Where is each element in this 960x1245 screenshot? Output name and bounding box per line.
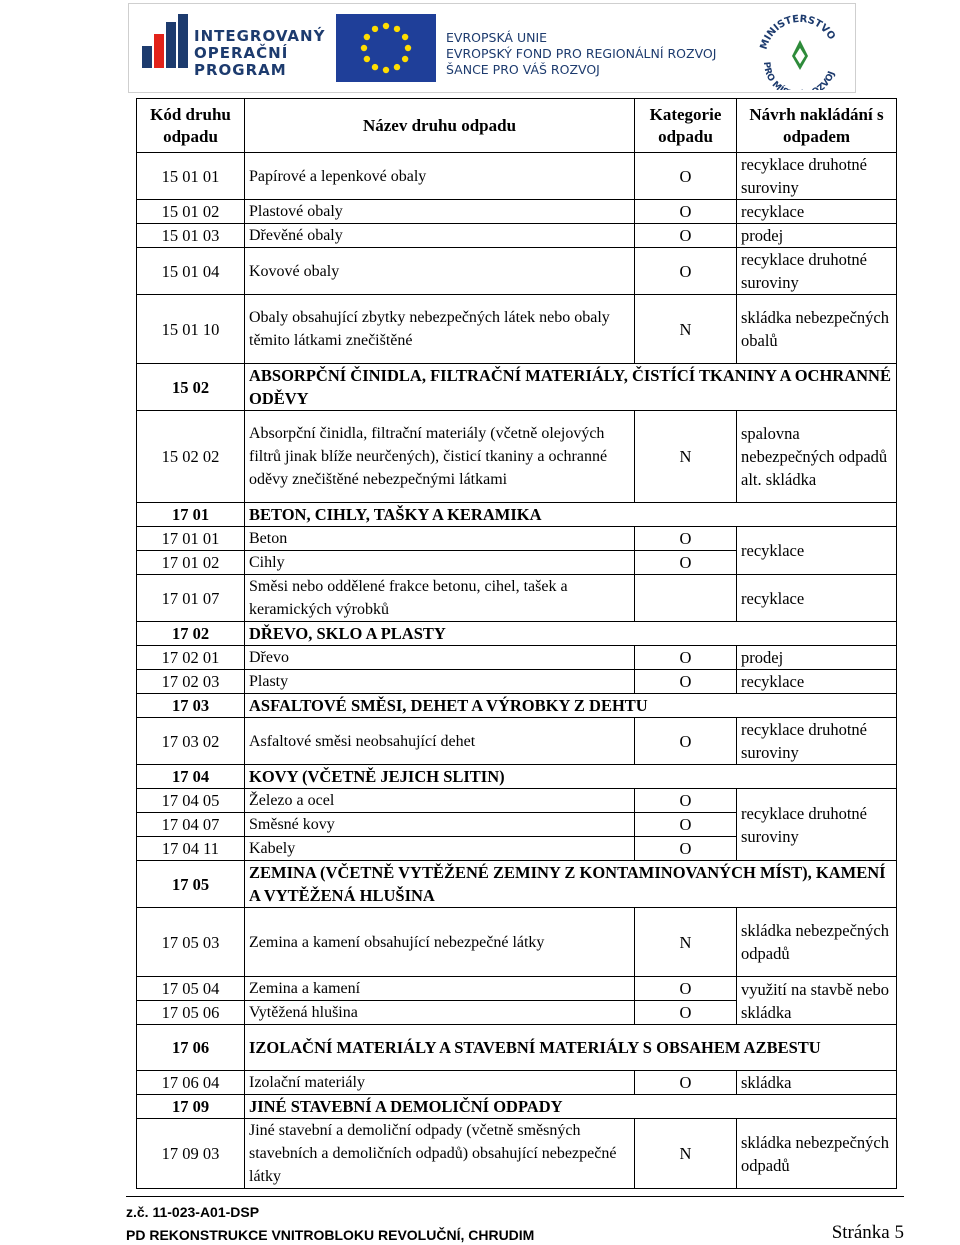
section-title: BETON, CIHLY, TAŠKY A KERAMIKA	[245, 503, 897, 527]
row-category: O	[635, 248, 737, 295]
table-row	[137, 718, 897, 765]
table-row	[137, 224, 897, 248]
section-title: IZOLAČNÍ MATERIÁLY A STAVEBNÍ MATERIÁLY S OBSAHEM AZBESTU	[245, 1025, 897, 1071]
section-title: JINÉ STAVEBNÍ A DEMOLIČNÍ ODPADY	[245, 1095, 897, 1119]
row-handling: recyklace druhotné suroviny	[737, 153, 897, 200]
row-name: Směsi nebo oddělené frakce betonu, cihel, tašek a keramických výrobků	[245, 575, 635, 622]
row-code: 17 03 02	[137, 718, 245, 765]
eu-star	[394, 26, 400, 32]
table-row	[137, 1071, 897, 1095]
row-code: 17 02	[137, 622, 245, 646]
row-code: 17 09 03	[137, 1119, 245, 1189]
row-code: 17 05 04	[137, 977, 245, 1001]
section-title: ABSORPČNÍ ČINIDLA, FILTRAČNÍ MATERIÁLY, ČISTÍCÍ TKANINY A OCHRANNÉ ODĚVY	[245, 364, 897, 411]
section-row	[137, 765, 897, 789]
row-category: N	[635, 295, 737, 364]
table-row	[137, 527, 897, 551]
section-title: ASFALTOVÉ SMĚSI, DEHET A VÝROBKY Z DEHTU	[245, 694, 897, 718]
row-category: N	[635, 411, 737, 503]
eu-star	[383, 23, 389, 29]
row-category: O	[635, 153, 737, 200]
iop-line-1: INTEGROVANÝ	[194, 27, 326, 45]
row-name: Dřevo	[245, 646, 635, 670]
row-category: O	[635, 200, 737, 224]
row-code: 17 04 11	[137, 837, 245, 861]
section-row	[137, 503, 897, 527]
eu-line-1: EVROPSKÁ UNIE	[446, 30, 548, 45]
row-name: Zemina a kamení	[245, 977, 635, 1001]
eu-star	[372, 64, 378, 70]
row-category: O	[635, 1001, 737, 1025]
section-title: KOVY (VČETNĚ JEJICH SLITIN)	[245, 765, 897, 789]
row-category: N	[635, 1119, 737, 1189]
waste-table	[136, 98, 897, 1189]
table-row	[137, 295, 897, 364]
header-name: Název druhu odpadu	[245, 99, 635, 153]
eu-logo	[336, 14, 736, 84]
eu-star	[402, 56, 408, 62]
section-row	[137, 694, 897, 718]
eu-star	[364, 56, 370, 62]
row-name: Izolační materiály	[245, 1071, 635, 1095]
row-code: 15 01 04	[137, 248, 245, 295]
eu-line-3: ŠANCE PRO VÁŠ ROZVOJ	[446, 62, 600, 77]
eu-star	[394, 64, 400, 70]
row-code: 17 05 06	[137, 1001, 245, 1025]
row-category: O	[635, 224, 737, 248]
row-code: 17 05	[137, 861, 245, 908]
row-code: 17 04	[137, 765, 245, 789]
row-name: Papírové a lepenkové obaly	[245, 153, 635, 200]
row-code: 17 06 04	[137, 1071, 245, 1095]
table-row	[137, 646, 897, 670]
row-handling: skládka nebezpečných odpadů	[737, 1119, 897, 1189]
table-row	[137, 670, 897, 694]
row-code: 17 04 05	[137, 789, 245, 813]
row-category: O	[635, 837, 737, 861]
footer-page-number: Stránka 5	[831, 1222, 904, 1243]
eu-flag-icon	[336, 14, 436, 82]
iop-bars-icon	[140, 14, 190, 70]
table-row	[137, 575, 897, 622]
eu-star	[405, 45, 411, 51]
header-handling: Návrh nakládání s odpadem	[737, 99, 897, 153]
eu-star	[372, 26, 378, 32]
row-category: O	[635, 789, 737, 813]
table-row	[137, 789, 897, 813]
row-code: 17 06	[137, 1025, 245, 1071]
row-category	[635, 575, 737, 622]
table-row	[137, 977, 897, 1001]
iop-line-2: OPERAČNÍ	[194, 44, 289, 62]
table-header-row	[137, 99, 897, 153]
row-code: 17 01	[137, 503, 245, 527]
row-code: 17 09	[137, 1095, 245, 1119]
row-handling: recyklace druhotné suroviny	[737, 248, 897, 295]
eu-star	[383, 67, 389, 73]
row-category: O	[635, 551, 737, 575]
row-code: 15 01 02	[137, 200, 245, 224]
row-name: Dřevěné obaly	[245, 224, 635, 248]
row-name: Kabely	[245, 837, 635, 861]
table-row	[137, 908, 897, 977]
row-handling: recyklace druhotné suroviny	[737, 718, 897, 765]
footer-divider	[126, 1196, 904, 1197]
row-handling: prodej	[737, 224, 897, 248]
row-name: Plastové obaly	[245, 200, 635, 224]
row-name: Jiné stavební a demoliční odpady (včetně směsných stavebních a demoličních odpadů) obsahující nebezpečné látky	[245, 1119, 635, 1189]
row-handling: skládka nebezpečných odpadů	[737, 908, 897, 977]
section-row	[137, 364, 897, 411]
row-category: N	[635, 908, 737, 977]
footer-reference: z.č. 11-023-A01-DSP	[126, 1204, 260, 1220]
row-code: 17 02 01	[137, 646, 245, 670]
row-code: 17 01 02	[137, 551, 245, 575]
row-handling: recyklace	[737, 200, 897, 224]
iop-line-3: PROGRAM	[194, 61, 287, 79]
row-code: 17 05 03	[137, 908, 245, 977]
row-category: O	[635, 527, 737, 551]
row-code: 15 02 02	[137, 411, 245, 503]
row-code: 15 01 03	[137, 224, 245, 248]
row-name: Zemina a kamení obsahující nebezpečné látky	[245, 908, 635, 977]
row-name: Beton	[245, 527, 635, 551]
row-code: 15 01 01	[137, 153, 245, 200]
row-code: 15 01 10	[137, 295, 245, 364]
row-name: Asfaltové směsi neobsahující dehet	[245, 718, 635, 765]
row-category: O	[635, 1071, 737, 1095]
row-handling: prodej	[737, 646, 897, 670]
eu-star	[361, 45, 367, 51]
mmr-top-text: MINISTERSTVO	[758, 13, 838, 51]
eu-star	[402, 34, 408, 40]
mmr-emblem-icon	[752, 10, 847, 90]
section-row	[137, 622, 897, 646]
section-row	[137, 861, 897, 908]
row-handling: recyklace	[737, 575, 897, 622]
section-row	[137, 1095, 897, 1119]
row-code: 15 02	[137, 364, 245, 411]
row-code: 17 04 07	[137, 813, 245, 837]
row-name: Směsné kovy	[245, 813, 635, 837]
row-handling: recyklace druhotné suroviny	[737, 789, 897, 861]
row-category: O	[635, 718, 737, 765]
row-category: O	[635, 813, 737, 837]
header-code: Kód druhu odpadu	[137, 99, 245, 153]
table-row	[137, 248, 897, 295]
section-title: ZEMINA (VČETNĚ VYTĚŽENÉ ZEMINY Z KONTAMINOVANÝCH MÍST), KAMENÍ A VYTĚŽENÁ HLUŠINA	[245, 861, 897, 908]
row-name: Obaly obsahující zbytky nebezpečných látek nebo obaly těmito látkami znečištěné	[245, 295, 635, 364]
section-title: DŘEVO, SKLO A PLASTY	[245, 622, 897, 646]
row-code: 17 01 01	[137, 527, 245, 551]
row-name: Plasty	[245, 670, 635, 694]
section-row	[137, 1025, 897, 1071]
row-handling: recyklace	[737, 670, 897, 694]
table-row	[137, 200, 897, 224]
iop-logo	[140, 14, 326, 84]
mmr-logo	[752, 10, 847, 90]
row-code: 17 01 07	[137, 575, 245, 622]
row-category: O	[635, 646, 737, 670]
row-category: O	[635, 977, 737, 1001]
table-row	[137, 153, 897, 200]
eu-line-2: EVROPSKÝ FOND PRO REGIONÁLNÍ ROZVOJ	[446, 46, 717, 61]
header-category: Kategorie odpadu	[635, 99, 737, 153]
row-name: Absorpční činidla, filtrační materiály (včetně olejových filtrů jinak blíže neurčených), čisticí tkaniny a ochranné oděvy znečištěné nebezpečnými látkami	[245, 411, 635, 503]
table-row	[137, 1119, 897, 1189]
row-name: Železo a ocel	[245, 789, 635, 813]
row-name: Kovové obaly	[245, 248, 635, 295]
row-handling: recyklace	[737, 527, 897, 575]
row-name: Vytěžená hlušina	[245, 1001, 635, 1025]
row-handling: skládka nebezpečných obalů	[737, 295, 897, 364]
row-code: 17 03	[137, 694, 245, 718]
footer-project: PD REKONSTRUKCE VNITROBLOKU REVOLUČNÍ, CHRUDIM	[126, 1227, 535, 1243]
row-handling: spalovna nebezpečných odpadů alt. skládka	[737, 411, 897, 503]
mmr-bottom-text: PRO M ZVOJ	[760, 61, 838, 90]
table-row	[137, 411, 897, 503]
table-body	[137, 153, 897, 1189]
row-category: O	[635, 670, 737, 694]
eu-star	[364, 34, 370, 40]
row-handling: využití na stavbě nebo skládka	[737, 977, 897, 1025]
row-code: 17 02 03	[137, 670, 245, 694]
row-name: Cihly	[245, 551, 635, 575]
row-handling: skládka	[737, 1071, 897, 1095]
